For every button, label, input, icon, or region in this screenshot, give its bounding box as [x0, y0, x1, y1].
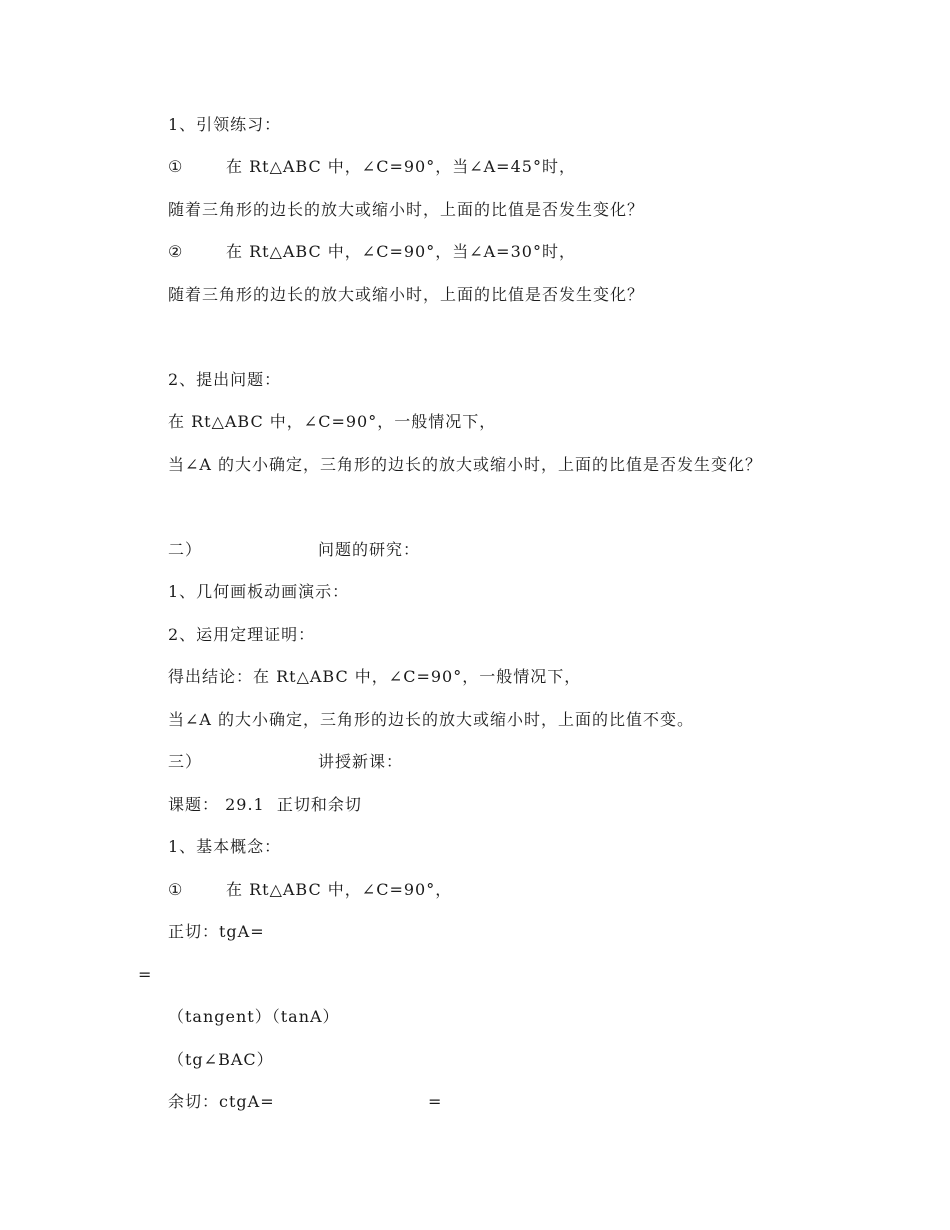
- part-2-item-2: 2、运用定理证明：: [168, 625, 316, 644]
- section-2-line-2: 当∠A 的大小确定，三角形的边长的放大或缩小时，上面的比值是否发生变化？: [168, 455, 763, 474]
- tangent-definition: 正切：tgA=: [168, 922, 265, 941]
- part-3-item-1: 1、基本概念：: [168, 837, 282, 856]
- tangent-angle-notation: （tg∠BAC）: [168, 1050, 274, 1069]
- tangent-alternate-names: （tangent）（tanA）: [168, 1007, 340, 1026]
- part-2-title: 问题的研究：: [318, 540, 421, 559]
- section-1-title: 1、引领练习：: [168, 115, 282, 134]
- cotangent-definition: 余切：ctgA=: [168, 1092, 275, 1111]
- item-2-question: 随着三角形的边长的放大或缩小时，上面的比值是否发生变化？: [168, 285, 645, 304]
- item-2-text: 在 Rt△ABC 中，∠C=90°，当∠A=30°时，: [226, 242, 576, 261]
- section-2-title: 2、提出问题：: [168, 370, 282, 389]
- cotangent-equals-sign: =: [428, 1092, 443, 1111]
- part-2-conclusion-2: 当∠A 的大小确定，三角形的边长的放大或缩小时，上面的比值不变。: [168, 710, 695, 729]
- item-1-text: 在 Rt△ABC 中，∠C=90°，当∠A=45°时，: [226, 157, 576, 176]
- item-1-question: 随着三角形的边长的放大或缩小时，上面的比值是否发生变化？: [168, 200, 645, 219]
- part-3-label: 三）: [168, 752, 203, 771]
- section-2-line-1: 在 Rt△ABC 中，∠C=90°，一般情况下，: [168, 412, 497, 431]
- part-2-conclusion-1: 得出结论：在 Rt△ABC 中，∠C=90°，一般情况下，: [168, 667, 582, 686]
- part-2-label: 二）: [168, 540, 203, 559]
- part-3-title: 讲授新课：: [318, 752, 404, 771]
- part-2-item-1: 1、几何画板动画演示：: [168, 582, 350, 601]
- tangent-equals-sign: =: [138, 965, 153, 984]
- part-3-sub-1-number: ①: [168, 880, 184, 899]
- item-1-number: ①: [168, 157, 184, 176]
- part-3-sub-1-text: 在 Rt△ABC 中，∠C=90°，: [226, 880, 453, 899]
- lesson-title: 课题： 29.1 正切和余切: [168, 795, 362, 814]
- item-2-number: ②: [168, 242, 184, 261]
